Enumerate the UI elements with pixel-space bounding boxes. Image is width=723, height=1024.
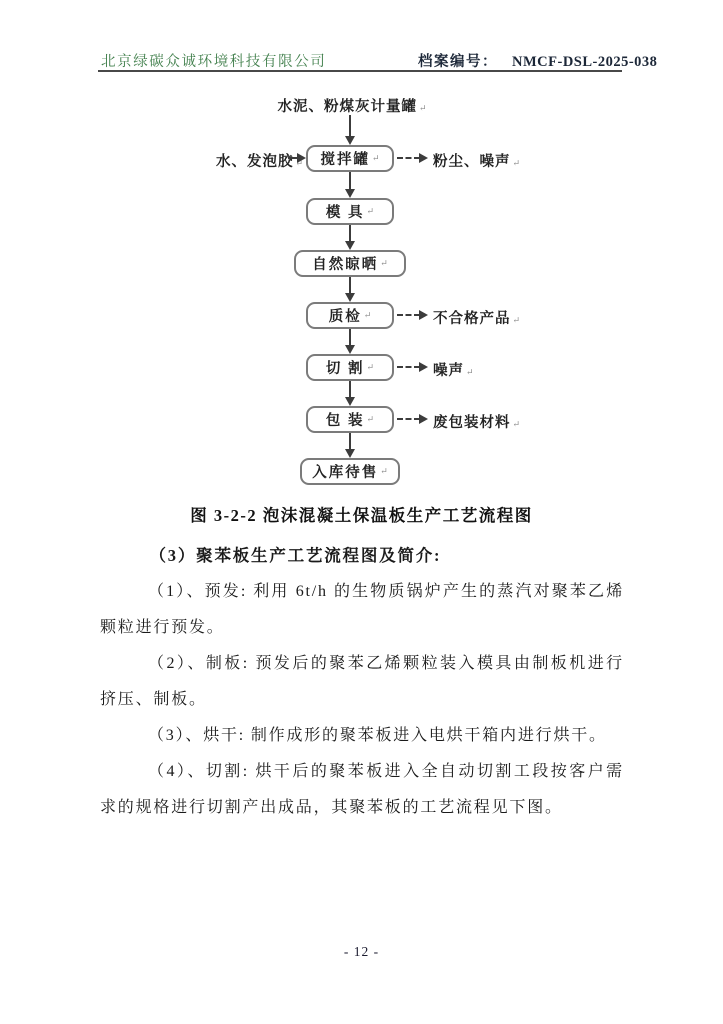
node-natural-drying: [294, 250, 406, 277]
section-heading: （3）聚苯板生产工艺流程图及简介:: [149, 546, 442, 565]
arrow-right-head-icon: [297, 153, 306, 163]
header-archive-number: [418, 50, 657, 71]
flow-side-input-label: [216, 150, 304, 171]
arrow-down-head-icon: [345, 345, 355, 354]
node-label: 切 割: [325, 361, 365, 377]
node-quality-check: [306, 302, 394, 329]
eol-mark-icon: ↵: [466, 367, 474, 377]
arrow-down-head-icon: [345, 241, 355, 250]
node-label: 质检: [328, 309, 362, 325]
paragraph-prefoaming: （1）、预发: 利用 6t/h 的生物质锅炉产生的蒸汽对聚苯乙烯颗粒进行预发。: [100, 583, 624, 636]
archive-label: 档案编号：: [418, 54, 498, 70]
arrow-down-head-icon: [345, 293, 355, 302]
arrow-down-head-icon: [345, 397, 355, 406]
arrow-down-shaft: [349, 433, 351, 449]
node-storage-sale: [300, 458, 400, 485]
header-rule: [98, 70, 622, 72]
page-number: - 12 -: [343, 944, 380, 959]
dashed-arrow-head-icon: [419, 153, 428, 163]
arrow-down-head-icon: [345, 136, 355, 145]
flow-side-input-text: 水、发泡胶: [216, 154, 294, 170]
flow-top-input-text: 水泥、粉煤灰计量罐: [277, 99, 417, 115]
dashed-arrow-head-icon: [419, 362, 428, 372]
arrow-down-shaft: [349, 172, 351, 189]
header-company-name: 北京绿碳众诚环境科技有限公司: [101, 54, 327, 70]
flow-top-input-label: [250, 95, 454, 116]
eol-mark-icon: ↵: [371, 153, 380, 163]
node-packing: [306, 406, 394, 433]
arrow-down-shaft: [349, 329, 351, 345]
eol-mark-icon: ↵: [418, 103, 427, 113]
paragraph-drying: （3）、烘干: 制作成形的聚苯板进入电烘干箱内进行烘干。: [148, 727, 607, 744]
emission-rejects: [433, 307, 520, 328]
body-text: [100, 538, 624, 826]
eol-mark-icon: ↵: [512, 419, 521, 429]
node-label: 包 装: [325, 413, 365, 429]
eol-mark-icon: ↵: [295, 158, 304, 168]
eol-mark-icon: ↵: [512, 158, 521, 168]
arrow-down-head-icon: [345, 189, 355, 198]
emission-text: 粉尘、噪声: [433, 154, 511, 170]
emission-text: 噪声: [433, 363, 464, 379]
emission-dust-noise: [433, 150, 520, 171]
paragraph-cutting: （4）、切割: 烘干后的聚苯板进入全自动切割工段按客户需求的规格进行切割产出成品，其聚苯板的工艺流程见下图。: [100, 763, 624, 816]
arrow-down-shaft: [349, 225, 351, 241]
dashed-arrow-head-icon: [419, 310, 428, 320]
node-label: 入库待售: [312, 465, 379, 481]
eol-mark-icon: ↵: [366, 414, 375, 424]
emission-text: 不合格产品: [433, 311, 511, 327]
eol-mark-icon: ↵: [380, 258, 388, 268]
arrow-down-shaft: [349, 381, 351, 397]
arrow-down-shaft: [349, 277, 351, 293]
figure-caption: 图 3-2-2 泡沫混凝土保温板生产工艺流程图: [190, 506, 533, 525]
node-mold: [306, 198, 394, 225]
arrow-down-head-icon: [345, 449, 355, 458]
node-mixing-tank: [306, 145, 394, 172]
archive-value: NMCF-DSL-2025-038: [512, 54, 658, 70]
dashed-arrow-shaft: [397, 314, 420, 316]
dashed-arrow-shaft: [397, 157, 420, 159]
emission-noise: [433, 359, 474, 380]
dashed-arrow-shaft: [397, 418, 420, 420]
eol-mark-icon: ↵: [363, 310, 372, 320]
eol-mark-icon: ↵: [380, 466, 388, 476]
eol-mark-icon: ↵: [366, 206, 375, 216]
node-label: 搅拌罐: [320, 152, 370, 168]
arrow-down-shaft: [349, 115, 351, 136]
emission-text: 废包装材料: [433, 415, 511, 431]
dashed-arrow-head-icon: [419, 414, 428, 424]
node-label: 自然晾晒: [312, 257, 379, 273]
eol-mark-icon: ↵: [512, 315, 521, 325]
paragraph-board-making: （2）、制板: 预发后的聚苯乙烯颗粒装入模具由制板机进行挤压、制板。: [100, 655, 624, 708]
node-cutting: [306, 354, 394, 381]
dashed-arrow-shaft: [397, 366, 420, 368]
eol-mark-icon: ↵: [366, 362, 375, 372]
emission-waste-packaging: [433, 411, 520, 432]
node-label: 模 具: [325, 205, 365, 221]
